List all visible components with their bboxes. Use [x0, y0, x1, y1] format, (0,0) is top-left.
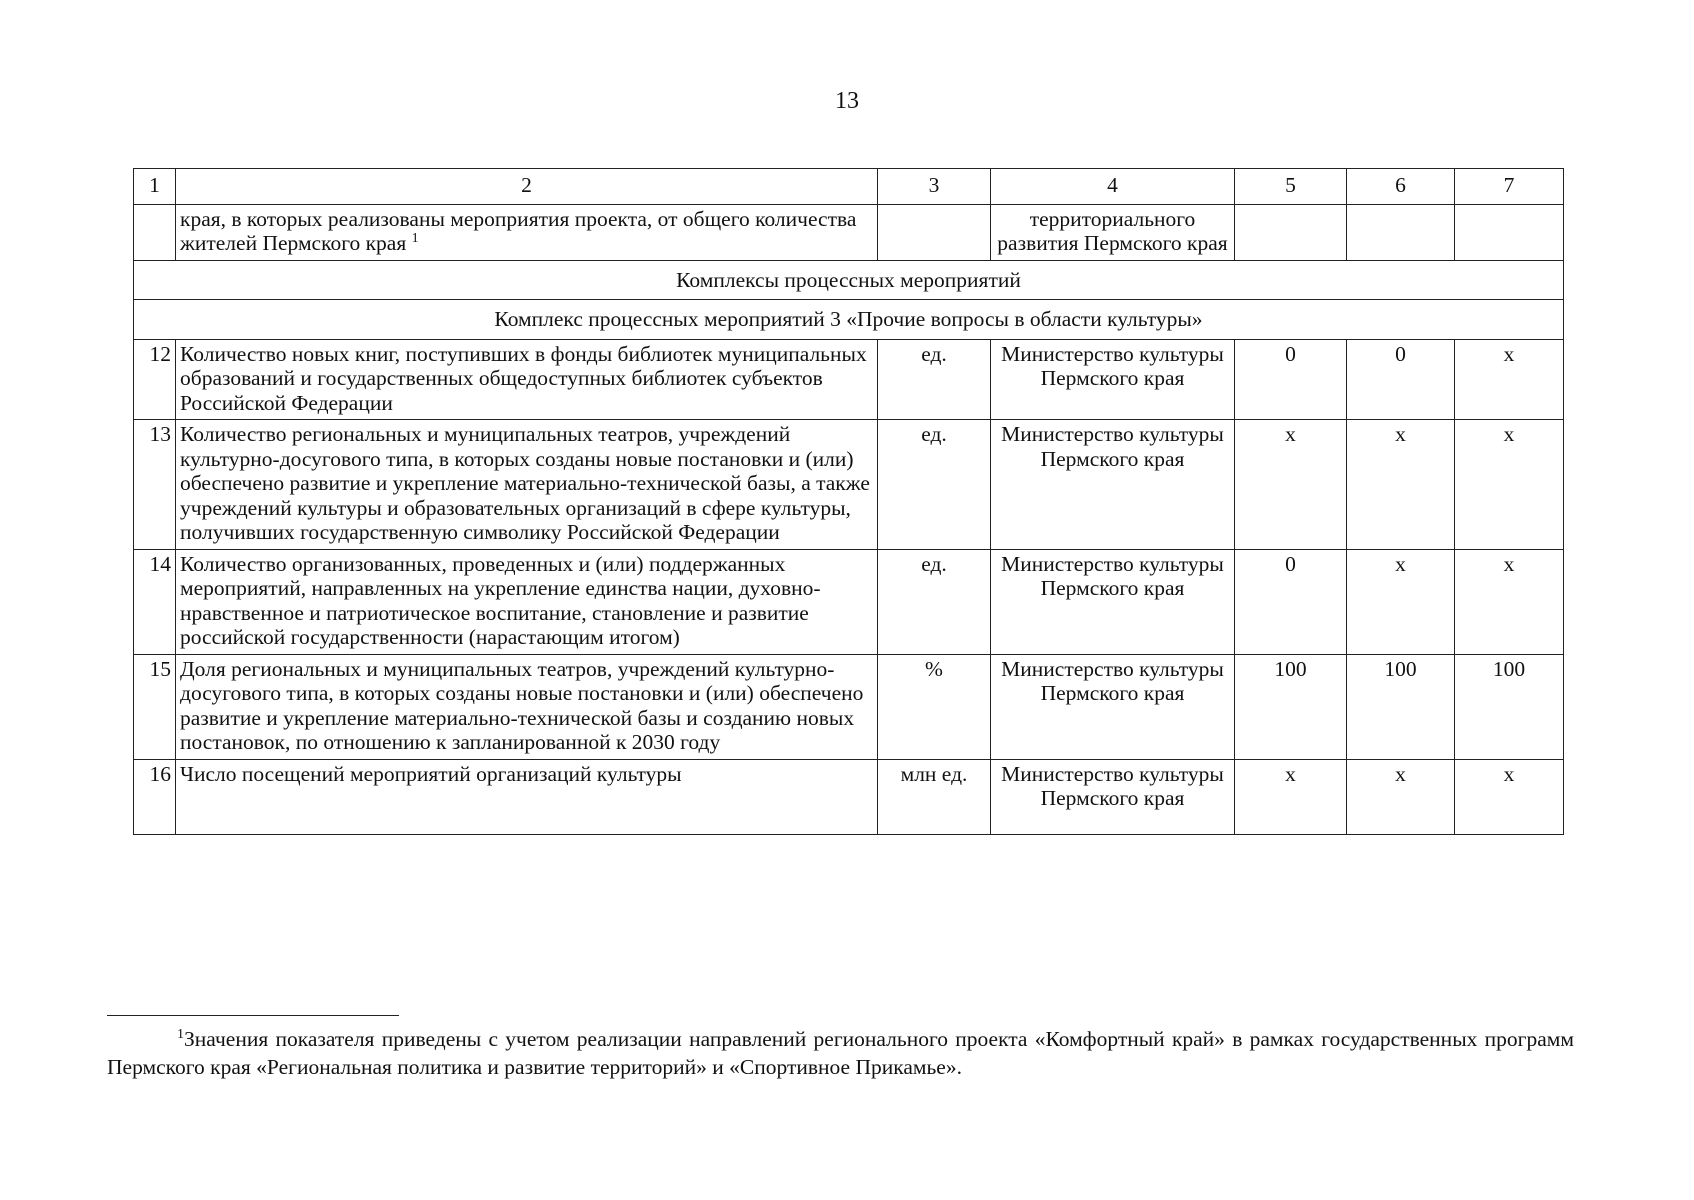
value-col7: x: [1455, 759, 1564, 834]
row-number: 13: [134, 420, 176, 550]
value-col7: 100: [1455, 654, 1564, 759]
footnote: [107, 1025, 1574, 1081]
column-header: 5: [1235, 169, 1347, 205]
indicator-name: Доля региональных и муниципальных театров, учреждений культурно-досугового типа, в которых созданы новые постановки и (или) обеспечено развитие и укрепление материально-технической базы и созданию новых постановок, по отношению к запланированной к 2030 году: [176, 654, 878, 759]
column-header: 7: [1455, 169, 1564, 205]
table-row: [134, 204, 1564, 260]
table-row: [134, 549, 1564, 654]
responsible-cell: Министерство культуры Пермского края: [991, 339, 1235, 420]
value-col6: x: [1347, 549, 1455, 654]
row-number: 12: [134, 339, 176, 420]
value-col6: x: [1347, 759, 1455, 834]
table-row: [134, 759, 1564, 834]
section-row: [134, 260, 1564, 300]
column-header-row: [134, 169, 1564, 205]
column-header: 6: [1347, 169, 1455, 205]
table-row: [134, 339, 1564, 420]
value-col6: [1347, 204, 1455, 260]
footnote-text: Значения показателя приведены с учетом реализации направлений регионального проекта «Комфортный край» в рамках государственных программ Пермского края «Региональная политика и развитие территорий» и «Спортивное Прикамье».: [107, 1027, 1574, 1079]
row-number: 14: [134, 549, 176, 654]
table-row: [134, 654, 1564, 759]
responsible-cell: Министерство культуры Пермского края: [991, 654, 1235, 759]
value-col6: 0: [1347, 339, 1455, 420]
row-number: 15: [134, 654, 176, 759]
value-col7: x: [1455, 420, 1564, 550]
value-col6: 100: [1347, 654, 1455, 759]
value-col6: x: [1347, 420, 1455, 550]
indicators-table: [133, 168, 1564, 835]
page-number: 13: [835, 88, 859, 114]
indicator-name: Количество региональных и муниципальных театров, учреждений культурно-досугового типа, в которых созданы новые постановки и (или) обеспечено развитие и укрепление материально-технической базы, а также учреждений культуры и образовательных организаций в сфере культуры, получивших государственную символику Российской Федерации: [176, 420, 878, 550]
value-col5: [1235, 204, 1347, 260]
footnote-mark: 1: [177, 1026, 184, 1042]
column-header: 1: [134, 169, 176, 205]
unit-cell: млн ед.: [878, 759, 991, 834]
value-col5: x: [1235, 759, 1347, 834]
indicator-name: Количество организованных, проведенных и (или) поддержанных мероприятий, направленных на укрепление единства нации, духовно-нравственное и патриотическое воспитание, становление и развитие российской государственности (нарастающим итогом): [176, 549, 878, 654]
row-number: 16: [134, 759, 176, 834]
section-title: Комплексы процессных мероприятий: [134, 260, 1564, 300]
column-header: 2: [176, 169, 878, 205]
value-col7: [1455, 204, 1564, 260]
indicator-name: Число посещений мероприятий организаций культуры: [176, 759, 878, 834]
indicator-name: Количество новых книг, поступивших в фонды библиотек муниципальных образований и государственных общедоступных библиотек субъектов Российской Федерации: [176, 339, 878, 420]
indicator-name-text: края, в которых реализованы мероприятия проекта, от общего количества жителей Пермского края: [180, 206, 857, 255]
subsection-title: Комплекс процессных мероприятий 3 «Прочие вопросы в области культуры»: [134, 300, 1564, 340]
value-col5: x: [1235, 420, 1347, 550]
responsible-cell: Министерство культуры Пермского края: [991, 549, 1235, 654]
responsible-cell: Министерство культуры Пермского края: [991, 420, 1235, 550]
subsection-row: [134, 300, 1564, 340]
value-col7: x: [1455, 339, 1564, 420]
footnote-reference: 1: [411, 230, 419, 246]
unit-cell: ед.: [878, 339, 991, 420]
value-col5: 0: [1235, 339, 1347, 420]
unit-cell: [878, 204, 991, 260]
table-row: [134, 420, 1564, 550]
row-number: [134, 204, 176, 260]
column-header: 4: [991, 169, 1235, 205]
footnote-separator: [107, 1015, 399, 1016]
responsible-cell: территориального развития Пермского края: [991, 204, 1235, 260]
unit-cell: ед.: [878, 420, 991, 550]
column-header: 3: [878, 169, 991, 205]
unit-cell: %: [878, 654, 991, 759]
value-col7: x: [1455, 549, 1564, 654]
value-col5: 0: [1235, 549, 1347, 654]
responsible-cell: Министерство культуры Пермского края: [991, 759, 1235, 834]
value-col5: 100: [1235, 654, 1347, 759]
indicator-name: [176, 204, 878, 260]
unit-cell: ед.: [878, 549, 991, 654]
